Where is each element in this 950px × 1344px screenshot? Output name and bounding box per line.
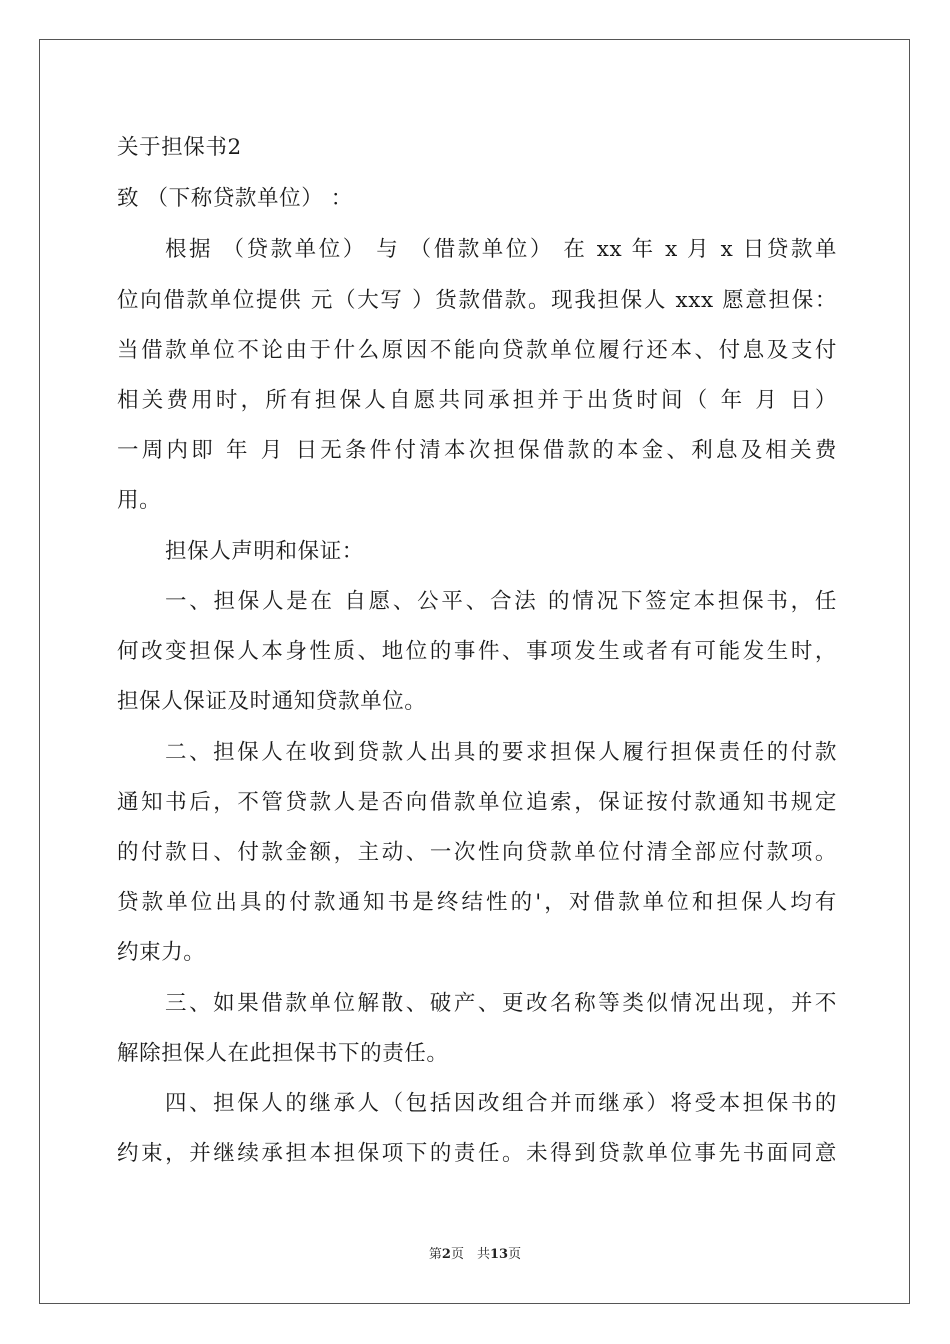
document-title: 关于担保书2 xyxy=(117,135,242,160)
paragraph-line: 何改变担保人本身性质、地位的事件、事项发生或者有可能发生时， xyxy=(117,639,837,664)
paragraph-line: 贷款单位出具的付款通知书是终结性的'，对借款单位和担保人均有 xyxy=(117,890,837,915)
paragraph-line: 一、担保人是在 自愿、公平、合法 的情况下签定本担保书，任 xyxy=(165,589,837,614)
paragraph-line: 根据 （贷款单位） 与 （借款单位） 在 xx 年 x 月 x 日贷款单 xyxy=(165,237,837,262)
paragraph-line: 位向借款单位提供 元（大写 ）货款借款。现我担保人 xxx 愿意担保： xyxy=(117,288,837,313)
footer-mid: 页 共 xyxy=(450,1247,490,1262)
paragraph-line: 一周内即 年 月 日无条件付清本次担保借款的本金、利息及相关费 xyxy=(117,438,837,463)
paragraph-line: 通知书后，不管贷款人是否向借款单位追索，保证按付款通知书规定 xyxy=(117,790,837,815)
salutation: 致 （下称贷款单位） ： xyxy=(117,186,353,211)
paragraph-line: 三、如果借款单位解散、破产、更改名称等类似情况出现，并不 xyxy=(165,991,837,1016)
paragraph-line: 的付款日、付款金额，主动、一次性向贷款单位付清全部应付款项。 xyxy=(117,840,837,865)
paragraph-line: 解除担保人在此担保书下的责任。 xyxy=(117,1041,449,1066)
paragraph-line: 约束，并继续承担本担保项下的责任。未得到贷款单位事先书面同意 xyxy=(117,1141,837,1166)
footer-total-pages: 13 xyxy=(489,1247,509,1262)
section-heading: 担保人声明和保证： xyxy=(165,539,364,564)
paragraph-line: 相关费用时，所有担保人自愿共同承担并于出货时间（ 年 月 日） xyxy=(117,388,837,413)
footer-page-number: 2 xyxy=(441,1247,451,1262)
paragraph-line: 当借款单位不论由于什么原因不能向贷款单位履行还本、付息及支付 xyxy=(117,338,837,363)
page-footer xyxy=(0,1246,950,1264)
paragraph-line: 二、担保人在收到贷款人出具的要求担保人履行担保责任的付款 xyxy=(165,740,837,765)
paragraph-line: 用。 xyxy=(117,488,162,513)
paragraph-line: 四、担保人的继承人（包括因改组合并而继承）将受本担保书的 xyxy=(165,1091,837,1116)
footer-prefix: 第 xyxy=(428,1247,442,1262)
paragraph-line: 担保人保证及时通知贷款单位。 xyxy=(117,689,427,714)
paragraph-line: 约束力。 xyxy=(117,940,206,965)
footer-suffix: 页 xyxy=(508,1247,522,1262)
